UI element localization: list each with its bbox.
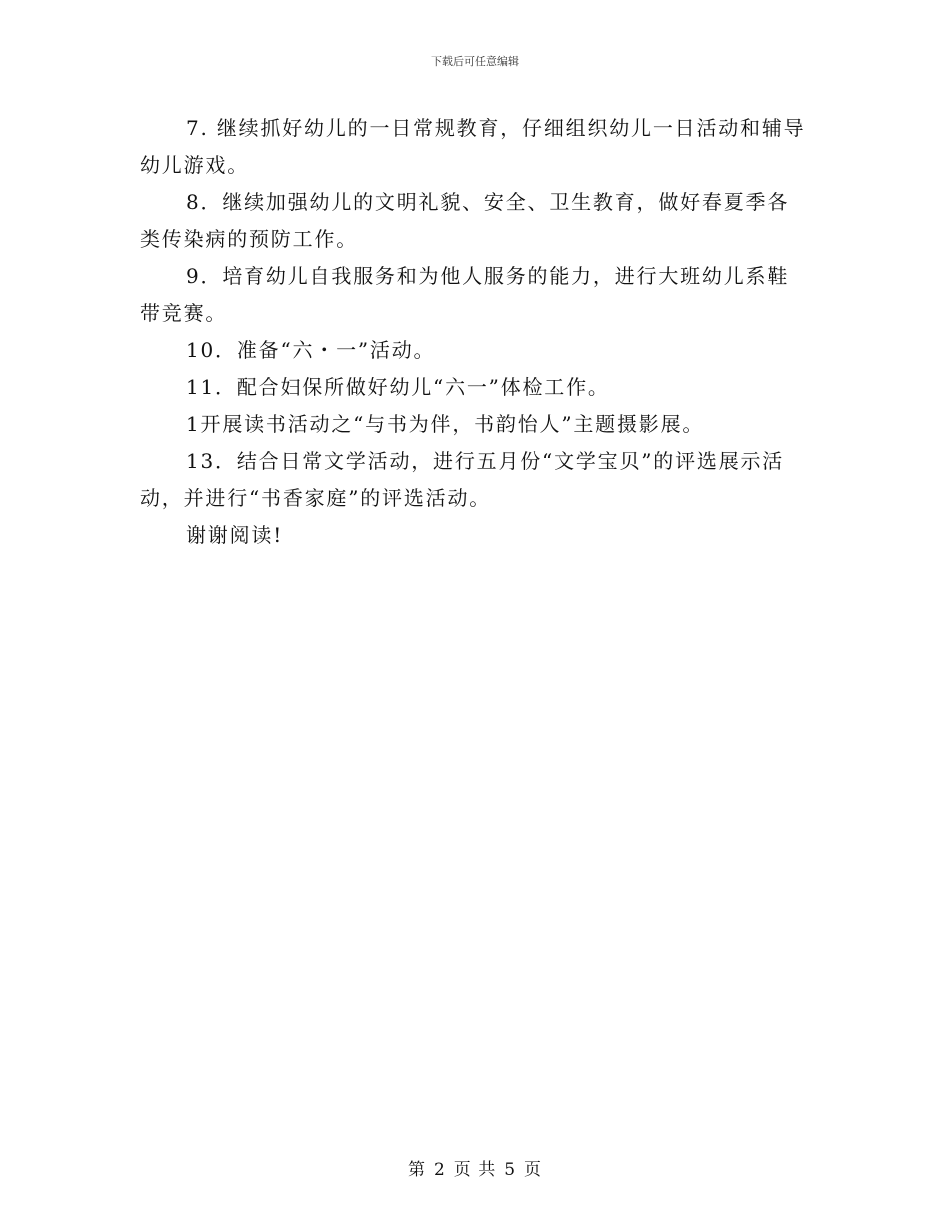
paragraph-item-9: 9．培育幼儿自我服务和为他人服务的能力，进行大班幼儿系鞋带竞赛。 [140, 264, 790, 325]
page-footer [0, 1155, 950, 1180]
closing-thanks: 谢谢阅读! [186, 523, 284, 547]
page-header-note: 下载后可任意编辑 [431, 55, 519, 68]
footer-prefix: 第 [407, 1160, 426, 1180]
paragraph-item-8: 8．继续加强幼儿的文明礼貌、安全、卫生教育，做好春夏季各类传染病的预防工作。 [140, 190, 790, 251]
paragraph-item-10: 10．准备“六・一”活动。 [186, 338, 436, 362]
footer-middle: 页 共 [453, 1160, 497, 1180]
current-page-number: 2 [433, 1160, 446, 1180]
paragraph-item-7: 7. 继续抓好幼儿的一日常规教育，仔细组织幼儿一日活动和辅导幼儿游戏。 [140, 116, 806, 177]
document-body [140, 110, 808, 554]
footer-suffix: 页 [524, 1160, 543, 1180]
paragraph-item-11: 11．配合妇保所做好幼儿“六一”体检工作。 [186, 375, 610, 399]
total-page-count: 5 [504, 1160, 517, 1180]
paragraph-item-13: 13．结合日常文学活动，进行五月份“文学宝贝”的评选展示活动，并进行“书香家庭”的评选活动。 [140, 449, 785, 510]
paragraph-item-12: 1开展读书活动之“与书为伴，书韵怡人”主题摄影展。 [186, 412, 705, 436]
